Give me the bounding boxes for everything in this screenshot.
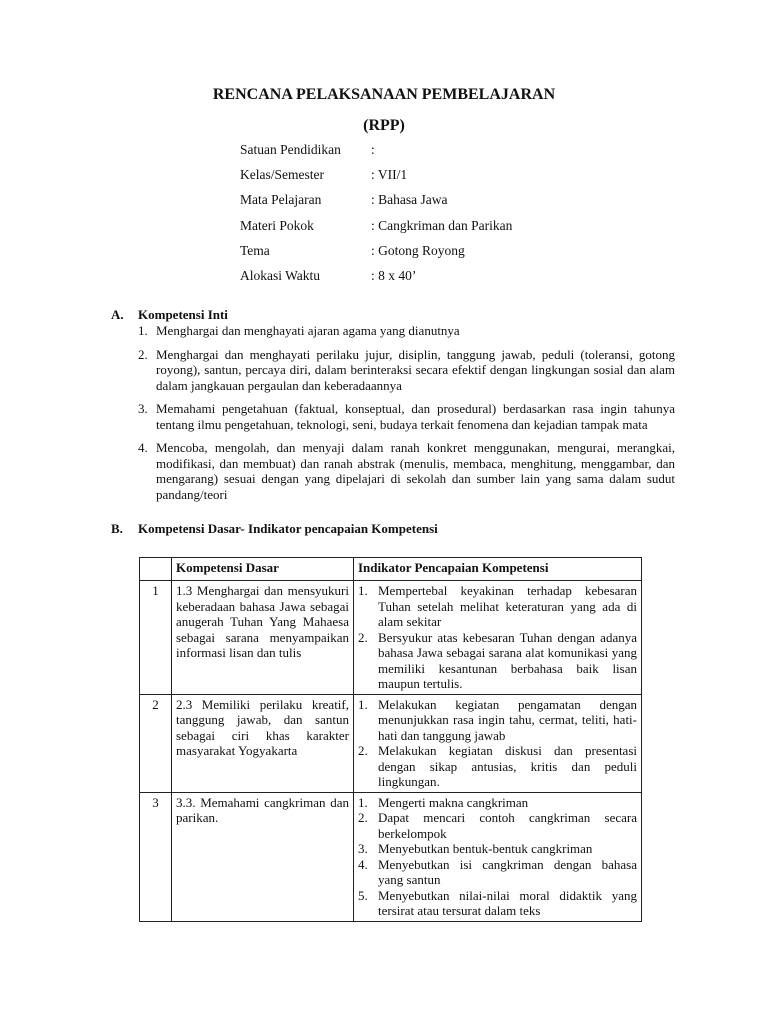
kd-text: 3.3. Memahami cangkriman dan parikan. (172, 792, 354, 921)
identity-block (240, 141, 512, 292)
indicator-item (358, 888, 637, 919)
item-text: Menghargai dan menghayati ajaran agama yang dianutnya (156, 323, 460, 338)
section-title: Kompetensi Dasar- Indikator pencapaian Kompetensi (138, 521, 438, 536)
indicator-text: Bersyukur atas kebesaran Tuhan dengan adanya bahasa Jawa sebagai sarana alat komunikasi yang memiliki kesantunan berbahasa baik lisan maupun tertulis. (378, 629, 637, 691)
row-number: 1 (140, 581, 172, 695)
identity-row (240, 141, 512, 166)
item-text: Menghargai dan menghayati perilaku jujur, disiplin, tanggung jawab, peduli (toleransi, gotong royong), santun, percaya diri, dalam berinteraksi secara efektif dengan lingkungan sosial dan alam dalam jangkauan pergaulan dan keberadaannya (156, 346, 675, 393)
list-item (138, 323, 675, 339)
row-number: 3 (140, 792, 172, 921)
identity-row (240, 191, 512, 216)
indicator-number: 5. (358, 887, 368, 903)
competency-table (139, 557, 642, 922)
list-item (138, 440, 675, 502)
item-text: Memahami pengetahuan (faktual, konseptual, dan prosedural) berdasarkan rasa ingin tahunya tentang ilmu pengetahuan, teknologi, seni, budaya terkait fenomena dan kejadian tampak mata (156, 401, 675, 432)
indicator-item (358, 841, 637, 857)
indicator-text: Melakukan kegiatan pengamatan dengan menunjukkan rasa ingin tahu, cermat, teliti, hati- hati dan tanggung jawab (378, 696, 637, 743)
indicator-number: 2. (358, 743, 368, 758)
indicator-item (358, 857, 637, 888)
indicator-list (358, 795, 637, 919)
indicator-list (358, 697, 637, 790)
list-item (138, 401, 675, 432)
identity-label: Tema (240, 242, 270, 258)
item-number: 3. (138, 401, 148, 416)
section-a-heading (111, 307, 228, 323)
indicator-number: 2. (358, 629, 368, 645)
indicator-number: 1. (358, 696, 368, 712)
identity-label: Satuan Pendidikan (240, 142, 341, 157)
indicator-item (358, 583, 637, 630)
document-title: RENCANA PELAKSANAAN PEMBELAJARAN (212, 86, 556, 103)
item-number: 2. (138, 346, 148, 362)
identity-value: : (371, 142, 375, 157)
kd-text: 1.3 Menghargai dan mensyukuri keberadaan bahasa Jawa sebagai anugerah Tuhan Yang Mahaesa sebagai sarana menyampaikan informasi lisan dan tulis (172, 581, 354, 695)
table-row (140, 792, 642, 921)
indicator-number: 2. (358, 810, 368, 825)
indicator-cell (354, 792, 642, 921)
indicator-text: Menyebutkan bentuk-bentuk cangkriman (378, 841, 593, 856)
indicator-item (358, 630, 637, 692)
indicator-text: Menyebutkan isi cangkriman dengan bahasa yang santun (378, 856, 637, 887)
row-number: 2 (140, 694, 172, 792)
table-row (140, 694, 642, 792)
identity-value: : Bahasa Jawa (371, 192, 448, 208)
identity-row (240, 166, 512, 191)
header-indikator: Indikator Pencapaian Kompetensi (354, 558, 642, 581)
indicator-item (358, 743, 637, 790)
identity-value: : Cangkriman dan Parikan (371, 217, 513, 233)
indicator-number: 1. (358, 583, 368, 598)
indicator-text: Menyebutkan nilai-nilai moral didaktik yang tersirat atau tersurat dalam teks (378, 887, 637, 918)
identity-value: : VII/1 (371, 167, 408, 183)
identity-row (240, 217, 512, 242)
table-row (140, 581, 642, 695)
indicator-cell (354, 694, 642, 792)
indicator-text: Mengerti makna cangkriman (378, 794, 529, 810)
item-text: Mencoba, mengolah, dan menyaji dalam ranah konkret menggunakan, mengurai, merangkai, modifikasi, dan membuat) dan ranah abstrak (menulis, membaca, menghitung, menggambar, dan mengarang) sesuai dengan yang dipelajari di sekolah dan sumber lain yang sama dalam sudut pandang/teori (156, 440, 675, 502)
section-title: Kompetensi Inti (138, 307, 228, 322)
indicator-number: 3. (358, 841, 368, 856)
indicator-text: Melakukan kegiatan diskusi dan presentasi dengan sikap antusias, kritis dan peduli lingkungan. (378, 743, 637, 789)
identity-label: Materi Pokok (240, 217, 314, 233)
indicator-item (358, 795, 637, 811)
table-header-row (140, 558, 642, 581)
list-item (138, 347, 675, 394)
identity-row (240, 242, 512, 267)
identity-label: Mata Pelajaran (240, 192, 322, 208)
section-letter: B. (111, 521, 123, 536)
document-subtitle: (RPP) (363, 117, 405, 134)
kd-text: 2.3 Memiliki perilaku kreatif, tanggung jawab, dan santun sebagai ciri khas karakter masyarakat Yogyakarta (172, 694, 354, 792)
identity-value: : 8 x 40’ (371, 267, 417, 283)
indicator-number: 4. (358, 856, 368, 872)
indicator-text: Mempertebal keyakinan terhadap kebesaran Tuhan setelah melihat keteraturan yang ada di alam sekitar (378, 583, 637, 629)
item-number: 4. (138, 440, 148, 455)
kompetensi-inti-list (138, 323, 675, 510)
header-no (140, 558, 172, 581)
identity-value: : Gotong Royong (371, 242, 465, 258)
section-letter: A. (111, 307, 124, 322)
indicator-text: Dapat mencari contoh cangkriman secara berkelompok (378, 810, 637, 841)
indicator-number: 1. (358, 794, 368, 810)
item-number: 1. (138, 323, 148, 338)
identity-label: Alokasi Waktu (240, 267, 321, 283)
indicator-list (358, 583, 637, 692)
identity-row (240, 267, 512, 292)
indicator-item (358, 697, 637, 744)
header-kompetensi-dasar: Kompetensi Dasar (172, 558, 354, 581)
identity-label: Kelas/Semester (240, 167, 324, 183)
indicator-item (358, 810, 637, 841)
section-b-heading (111, 521, 438, 537)
indicator-cell (354, 581, 642, 695)
